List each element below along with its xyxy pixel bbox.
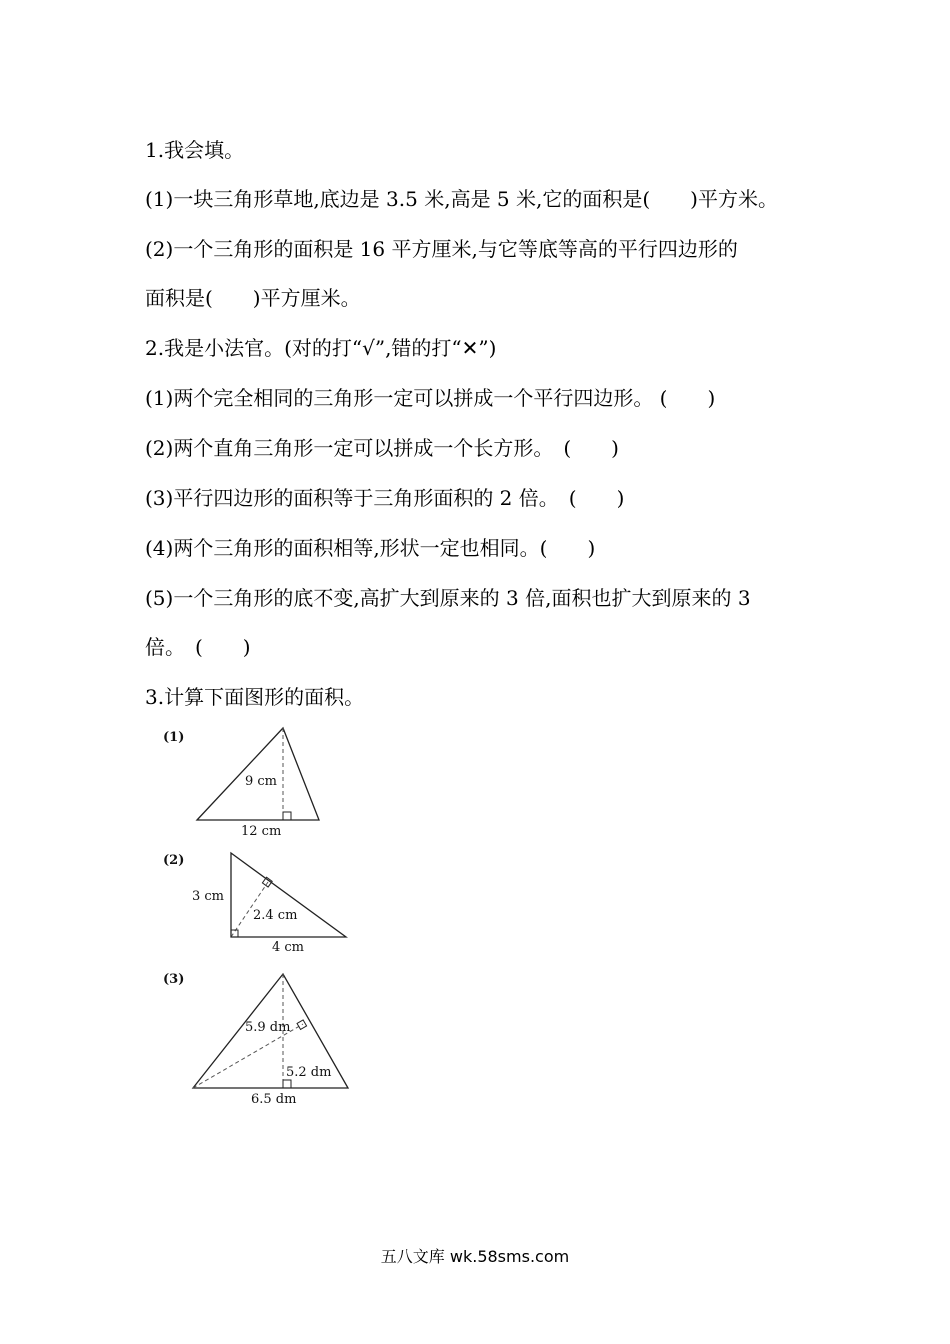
judge-item-3: (3)平行四边形的面积等于三角形面积的 2 倍。 ( ): [145, 486, 625, 510]
figure-1-height-label: 9 cm: [245, 774, 278, 789]
figure-2-height-label: 2.4 cm: [253, 908, 298, 923]
triangle-2-outline: [231, 853, 346, 937]
judge-item-4: (4)两个三角形的面积相等,形状一定也相同。( ): [145, 536, 596, 560]
figure-3-height1-label: 5.9 dm: [245, 1020, 291, 1035]
figure-3-base-label: 6.5 dm: [251, 1092, 297, 1107]
figure-3-height2-label: 5.2 dm: [286, 1065, 332, 1080]
judge-item-5-line2: 倍。 ( ): [145, 635, 251, 659]
question-1-2-line1: (2)一个三角形的面积是 16 平方厘米,与它等底等高的平行四边形的: [145, 237, 738, 261]
section1-title: 1.我会填。: [145, 138, 245, 162]
figure-3-triangle: [155, 962, 355, 1112]
question-1-1: (1)一块三角形草地,底边是 3.5 米,高是 5 米,它的面积是( )平方米。: [145, 187, 778, 211]
footer-watermark: 五八文库 wk.58sms.com: [380, 1247, 570, 1266]
figure-1-base-label: 12 cm: [241, 824, 282, 839]
figure-2-side-label: 3 cm: [192, 889, 225, 904]
figure-2-label: (2): [163, 853, 185, 868]
judge-item-2: (2)两个直角三角形一定可以拼成一个长方形。 ( ): [145, 436, 619, 460]
right-angle-mark: [297, 1020, 307, 1030]
section3-title: 3.计算下面图形的面积。: [145, 685, 365, 709]
judge-item-5-line1: (5)一个三角形的底不变,高扩大到原来的 3 倍,面积也扩大到原来的 3: [145, 586, 751, 610]
figure-1-triangle: [155, 722, 355, 844]
figure-2-base-label: 4 cm: [272, 940, 305, 955]
right-angle-mark: [283, 1080, 291, 1088]
figure-3-label: (3): [163, 972, 185, 987]
section2-title: 2.我是小法官。(对的打“√”,错的打“✕”): [145, 336, 497, 360]
question-1-2-line2: 面积是( )平方厘米。: [145, 286, 361, 310]
figure-2-triangle: [155, 845, 355, 960]
judge-item-1: (1)两个完全相同的三角形一定可以拼成一个平行四边形。 ( ): [145, 386, 716, 410]
figure-1-label: (1): [163, 730, 185, 745]
right-angle-mark: [283, 812, 291, 820]
